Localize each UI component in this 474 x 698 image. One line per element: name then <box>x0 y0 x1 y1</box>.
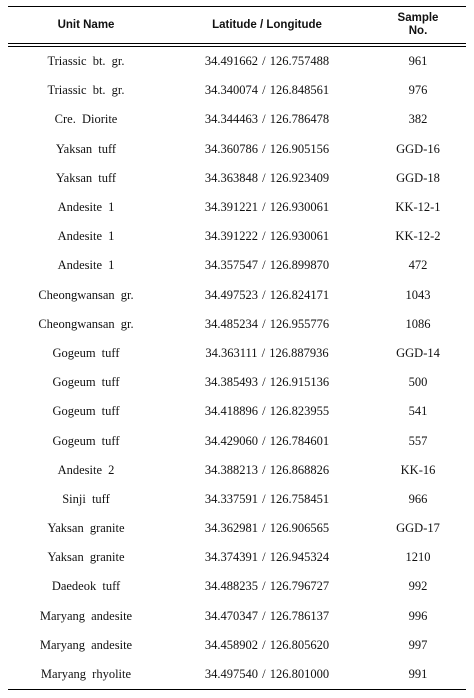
table-row <box>8 339 466 368</box>
table-row <box>8 281 466 310</box>
table-row <box>8 426 466 455</box>
latitude-longitude-cell: 34.458902 / 126.805620 <box>204 637 330 652</box>
table-row <box>8 485 466 514</box>
table-row <box>8 310 466 339</box>
latitude-longitude-cell: 34.429060 / 126.784601 <box>204 433 330 448</box>
sample-location-body <box>8 47 466 689</box>
header-unit-name: Unit Name <box>57 18 115 31</box>
table-row <box>8 164 466 193</box>
sample-no-cell: 1086 <box>405 316 431 331</box>
unit-name-cell: Cheongwansan gr. <box>38 287 134 302</box>
latitude-longitude-cell: 34.374391 / 126.945324 <box>204 550 330 565</box>
latitude-longitude-cell: 34.344463 / 126.786478 <box>204 112 330 127</box>
unit-name-cell: Gogeum tuff <box>52 375 120 390</box>
latitude-longitude-cell: 34.362981 / 126.906565 <box>204 521 330 536</box>
sample-no-cell: GGD-14 <box>396 345 440 360</box>
table-row <box>8 251 466 280</box>
sample-no-cell: 557 <box>408 433 428 448</box>
unit-name-cell: Daedeok tuff <box>51 579 121 594</box>
latitude-longitude-cell: 34.470347 / 126.786137 <box>204 608 330 623</box>
table-row <box>8 135 466 164</box>
sample-no-cell: 1043 <box>405 287 431 302</box>
sample-no-cell: GGD-18 <box>396 170 440 185</box>
sample-no-cell: KK-12-1 <box>395 200 441 215</box>
latitude-longitude-cell: 34.363848 / 126.923409 <box>204 170 330 185</box>
table-row <box>8 397 466 426</box>
table-row <box>8 572 466 601</box>
sample-no-cell: 541 <box>408 404 428 419</box>
header-latitude-longitude: Latitude / Longitude <box>212 18 322 31</box>
sample-no-cell: KK-16 <box>400 462 436 477</box>
unit-name-cell: Maryang andesite <box>39 637 133 652</box>
latitude-longitude-cell: 34.485234 / 126.955776 <box>204 316 330 331</box>
unit-name-cell: Triassic bt. gr. <box>47 54 125 69</box>
latitude-longitude-cell: 34.391221 / 126.930061 <box>204 200 330 215</box>
table-row <box>8 47 466 76</box>
sample-no-cell: 472 <box>408 258 428 273</box>
table-row <box>8 660 466 689</box>
unit-name-cell: Maryang rhyolite <box>40 667 132 682</box>
table-row <box>8 456 466 485</box>
latitude-longitude-cell: 34.363111 / 126.887936 <box>205 345 329 360</box>
latitude-longitude-cell: 34.491662 / 126.757488 <box>204 54 330 69</box>
unit-name-cell: Cheongwansan gr. <box>38 316 134 331</box>
latitude-longitude-cell: 34.497540 / 126.801000 <box>204 667 330 682</box>
latitude-longitude-cell: 34.391222 / 126.930061 <box>204 229 330 244</box>
sample-no-cell: 382 <box>408 112 428 127</box>
latitude-longitude-cell: 34.488235 / 126.796727 <box>204 579 330 594</box>
header-row <box>8 7 466 43</box>
sample-no-cell: 992 <box>408 579 428 594</box>
table-row <box>8 543 466 572</box>
latitude-longitude-cell: 34.357547 / 126.899870 <box>204 258 330 273</box>
unit-name-cell: Andesite 2 <box>57 462 115 477</box>
sample-no-cell: GGD-16 <box>396 141 440 156</box>
header-sample-no <box>370 7 466 43</box>
bottom-rule <box>8 689 466 690</box>
latitude-longitude-cell: 34.337591 / 126.758451 <box>204 491 330 506</box>
latitude-longitude-cell: 34.497523 / 126.824171 <box>204 287 330 302</box>
sample-no-cell: KK-12-2 <box>395 229 441 244</box>
unit-name-cell: Gogeum tuff <box>52 345 120 360</box>
sample-location-table <box>8 7 466 43</box>
unit-name-cell: Andesite 1 <box>57 258 115 273</box>
unit-name-cell: Maryang andesite <box>39 608 133 623</box>
sample-no-cell: 966 <box>408 491 428 506</box>
table-row <box>8 631 466 660</box>
sample-no-cell: 991 <box>408 667 428 682</box>
unit-name-cell: Yaksan granite <box>47 550 125 565</box>
latitude-longitude-cell: 34.340074 / 126.848561 <box>204 83 330 98</box>
sample-no-cell: 1210 <box>405 550 431 565</box>
table-row <box>8 76 466 105</box>
sample-no-cell: 961 <box>408 54 428 69</box>
unit-name-cell: Gogeum tuff <box>52 404 120 419</box>
unit-name-cell: Andesite 1 <box>57 229 115 244</box>
unit-name-cell: Andesite 1 <box>57 200 115 215</box>
table-row <box>8 514 466 543</box>
unit-name-cell: Yaksan tuff <box>55 170 117 185</box>
table-row <box>8 222 466 251</box>
sample-no-cell: 996 <box>408 608 428 623</box>
sample-no-cell: 976 <box>408 83 428 98</box>
sample-no-cell: 997 <box>408 637 428 652</box>
unit-name-cell: Yaksan tuff <box>55 141 117 156</box>
header-sample-line1: Sample <box>397 12 439 24</box>
unit-name-cell: Cre. Diorite <box>54 112 118 127</box>
table-row <box>8 602 466 631</box>
latitude-longitude-cell: 34.360786 / 126.905156 <box>204 141 330 156</box>
latitude-longitude-cell: 34.385493 / 126.915136 <box>204 375 330 390</box>
sample-location-table-container <box>8 6 466 690</box>
unit-name-cell: Sinji tuff <box>62 491 110 506</box>
table-row <box>8 105 466 134</box>
unit-name-cell: Triassic bt. gr. <box>47 83 125 98</box>
table-row <box>8 193 466 222</box>
sample-no-cell: GGD-17 <box>396 521 440 536</box>
unit-name-cell: Gogeum tuff <box>52 433 120 448</box>
sample-no-cell: 500 <box>408 375 428 390</box>
header-sample-line2: No. <box>408 25 428 37</box>
latitude-longitude-cell: 34.418896 / 126.823955 <box>204 404 330 419</box>
latitude-longitude-cell: 34.388213 / 126.868826 <box>204 462 330 477</box>
unit-name-cell: Yaksan granite <box>47 521 125 536</box>
table-row <box>8 368 466 397</box>
